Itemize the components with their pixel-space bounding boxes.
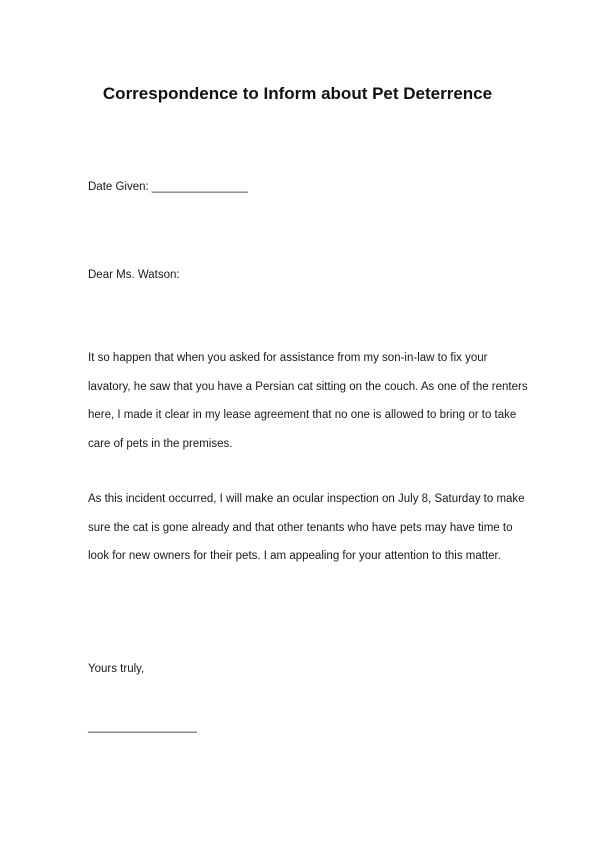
closing: Yours truly, [88, 663, 145, 675]
body-paragraph-2: As this incident occurred, I will make an ocular inspection on July 8, Saturday to make sure the cat is gone already and that other tenants who have pets may have time to look for new owners for their pets. I am appealing for your attention to this matter. [88, 493, 525, 563]
body-paragraph-1: It so happen that when you asked for assistance from my son-in-law to fix your lavatory, he saw that you have a Persian cat sitting on the couch. As one of the renters here, I made it clear in my lease agreement that no one is allowed to bring or to take care of pets in the premises. [88, 352, 528, 450]
salutation: Dear Ms. Watson: [88, 269, 180, 281]
signature-line: _________________ [88, 721, 197, 733]
date-line: Date Given: _______________ [88, 181, 248, 193]
document-title: Correspondence to Inform about Pet Deterrence [102, 84, 493, 103]
